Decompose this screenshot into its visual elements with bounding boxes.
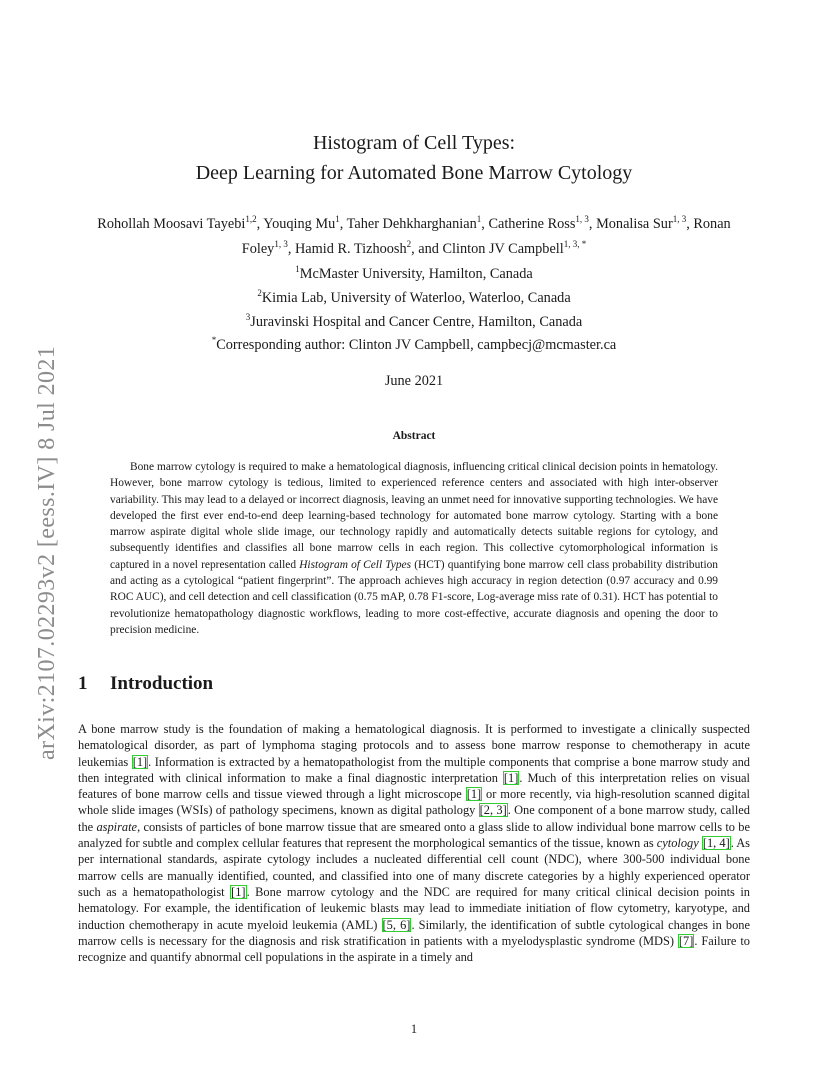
affiliation-mark: * bbox=[211, 335, 217, 346]
citation-link[interactable]: [1] bbox=[503, 770, 519, 785]
affiliation-mark: 3 bbox=[245, 311, 251, 322]
citation-link[interactable]: [1, 4] bbox=[702, 836, 730, 851]
introduction-paragraph bbox=[78, 721, 750, 965]
citation-link[interactable]: [1] bbox=[231, 884, 246, 899]
paper-title bbox=[80, 128, 748, 188]
author-name: Taher Dehkharghanian bbox=[346, 215, 477, 232]
section-title: Introduction bbox=[110, 673, 214, 694]
arxiv-identifier: arXiv:2107.02293v2 [eess.IV] 8 Jul 2021 bbox=[34, 345, 60, 760]
title-line-2: Deep Learning for Automated Bone Marrow Cytology bbox=[195, 162, 633, 184]
author-name: Catherine Ross bbox=[488, 215, 576, 232]
text-run: . Information is extracted by a hematopathologist from the multiple components that comprise a bone marrow study and then integrated with clinical information to make a final diagnostic interpretation bbox=[78, 754, 750, 785]
citation-link[interactable]: [5, 6] bbox=[382, 917, 411, 932]
author-separator: , bbox=[481, 215, 489, 232]
author-separator: , and bbox=[411, 240, 443, 257]
author-name: Hamid R. Tizhoosh bbox=[294, 240, 407, 257]
author-affiliation-mark: 1 bbox=[476, 214, 482, 224]
author-affiliation-mark: 1 bbox=[335, 214, 340, 224]
citation-link[interactable]: [1] bbox=[132, 754, 148, 769]
author-name: Youqing Mu bbox=[263, 215, 336, 232]
author-affiliation-mark: 1,2 bbox=[245, 214, 257, 224]
italic-term: aspirate bbox=[96, 819, 138, 834]
section-heading bbox=[78, 673, 213, 695]
text-run: A bone marrow study is the foundation of making a hematological diagnosis. It is performed to investigate a clinically suspected hematological disorder, as part of lymphoma staging protocols and to assess bone marrow response to chemotherapy in acute leukemias bbox=[78, 722, 750, 769]
text-run: . One component of a bone marrow study, called the bbox=[78, 803, 751, 834]
italic-term: cytology bbox=[656, 836, 699, 851]
affiliation-text: McMaster University, Hamilton, Canada bbox=[299, 265, 533, 282]
text-run: . Similarly, the identification of subtle cytological changes in bone marrow cells is necessary for the diagnosis and risk stratification in patients with a myelodysplastic syndrome (MDS) bbox=[78, 917, 751, 948]
abstract-text bbox=[110, 459, 718, 638]
affiliation-mark: 1 bbox=[295, 264, 300, 274]
affiliation-mark: 2 bbox=[257, 287, 262, 298]
author-affiliation-mark: 2 bbox=[406, 238, 412, 249]
affiliation-text: Juravinski Hospital and Cancer Centre, Hamilton, Canada bbox=[250, 313, 583, 330]
affiliation-text: Kimia Lab, University of Waterloo, Waterloo, Canada bbox=[261, 289, 571, 306]
author-name: Ronan Foley bbox=[241, 215, 731, 257]
text-run: . Failure to recognize and quantify abnormal cell populations in the aspirate in a timely and bbox=[78, 933, 750, 965]
text-run: Bone marrow cytology is required to make a hematological diagnosis, influencing critical clinical decision points in hematology. However, bone marrow cytology is tedious, limited to experienced reference centers and associated with high inter-observer variability. This may lead to a delayed or incorrect diagnosis, leaving an unmet need for innovative supporting technologies. We have developed the first ever end-to-end deep learning-based technology for automated bone marrow cytology. Starting with a bone marrow aspirate digital whole slide image, our technology rapidly and automatically detects suitable regions for cytology, and subsequently identifies and classifies all bone marrow cells in each region. This collective cytomorphological information is captured in a novel representation called bbox=[110, 461, 718, 571]
text-run: . Much of this interpretation relies on visual features of bone marrow cells and tissue viewed through a light microscope bbox=[78, 770, 750, 802]
author-separator: , bbox=[588, 215, 597, 232]
author-affiliation-mark: 1, 3 bbox=[575, 214, 589, 224]
author-separator: , bbox=[256, 215, 264, 232]
affiliation-line bbox=[78, 260, 750, 284]
author-separator: , bbox=[686, 215, 694, 232]
affiliation-line bbox=[78, 308, 750, 332]
affiliation-line bbox=[78, 284, 750, 308]
author-affiliation-mark: 1, 3, * bbox=[563, 238, 587, 249]
author-name: Monalisa Sur bbox=[596, 215, 673, 232]
page-number: 1 bbox=[410, 1022, 418, 1036]
italic-term: Histogram of Cell Types bbox=[299, 558, 412, 571]
author-name: Rohollah Moosavi Tayebi bbox=[97, 215, 246, 232]
citation-link[interactable]: [2, 3] bbox=[479, 803, 507, 818]
publication-date: June 2021 bbox=[384, 373, 444, 389]
affiliation-line bbox=[78, 331, 750, 355]
citation-link[interactable]: [1] bbox=[466, 787, 482, 802]
title-line-1: Histogram of Cell Types: bbox=[312, 132, 516, 154]
author-list bbox=[78, 209, 750, 259]
affiliation-text: Corresponding author: Clinton JV Campbell, campbecj@mcmaster.ca bbox=[216, 337, 617, 354]
text-run: . Bone marrow cytology and the NDC are required for many critical clinical decision points in hematology. For example, the identification of leukemic blasts may lead to immediate initiation of flow cytometry, karyotype, and induction chemotherapy in acute myeloid leukemia (AML) bbox=[78, 884, 750, 932]
citation-link[interactable]: [7] bbox=[678, 933, 694, 948]
affiliation-list bbox=[78, 260, 750, 355]
text-run: . As per international standards, aspirate cytology includes a nucleated differential cell count (NDC), where 300-500 individual bone marrow cells are manually identified, counted, and classified into one of many discrete categories by a highly experienced operator such as a hematopathologist bbox=[78, 836, 750, 899]
text-run: (HCT) quantifying bone marrow cell class probability distribution and acting as a cytological “patient fingerprint”. The approach achieves high accuracy in region detection (0.97 accuracy and 0.99 ROC AUC), and cell detection and cell classification (0.75 mAP, 0.78 F1-score, Log-average miss rate of 0.31). HCT has potential to revolutionize hematopathology diagnostic workflows, leading to more cost-effective, accurate diagnosis and opening the door to precision medicine. bbox=[110, 558, 718, 636]
text-run: , consists of particles of bone marrow tissue that are smeared onto a glass slide to allow individual bone marrow cells to be analyzed for subtle and complex cellular features that represent the morphological semantics of the tissue, known as bbox=[78, 819, 750, 851]
author-separator: , bbox=[339, 215, 347, 232]
author-affiliation-mark: 1, 3 bbox=[274, 238, 288, 249]
author-name: Clinton JV Campbell bbox=[442, 240, 564, 257]
text-run: or more recently, via high-resolution scanned digital whole slide images (WSIs) of pathology specimens, known as digital pathology bbox=[78, 787, 750, 818]
abstract-heading: Abstract bbox=[392, 430, 436, 442]
author-separator: , bbox=[287, 240, 295, 257]
section-number: 1 bbox=[78, 673, 88, 694]
author-affiliation-mark: 1, 3 bbox=[672, 214, 687, 224]
